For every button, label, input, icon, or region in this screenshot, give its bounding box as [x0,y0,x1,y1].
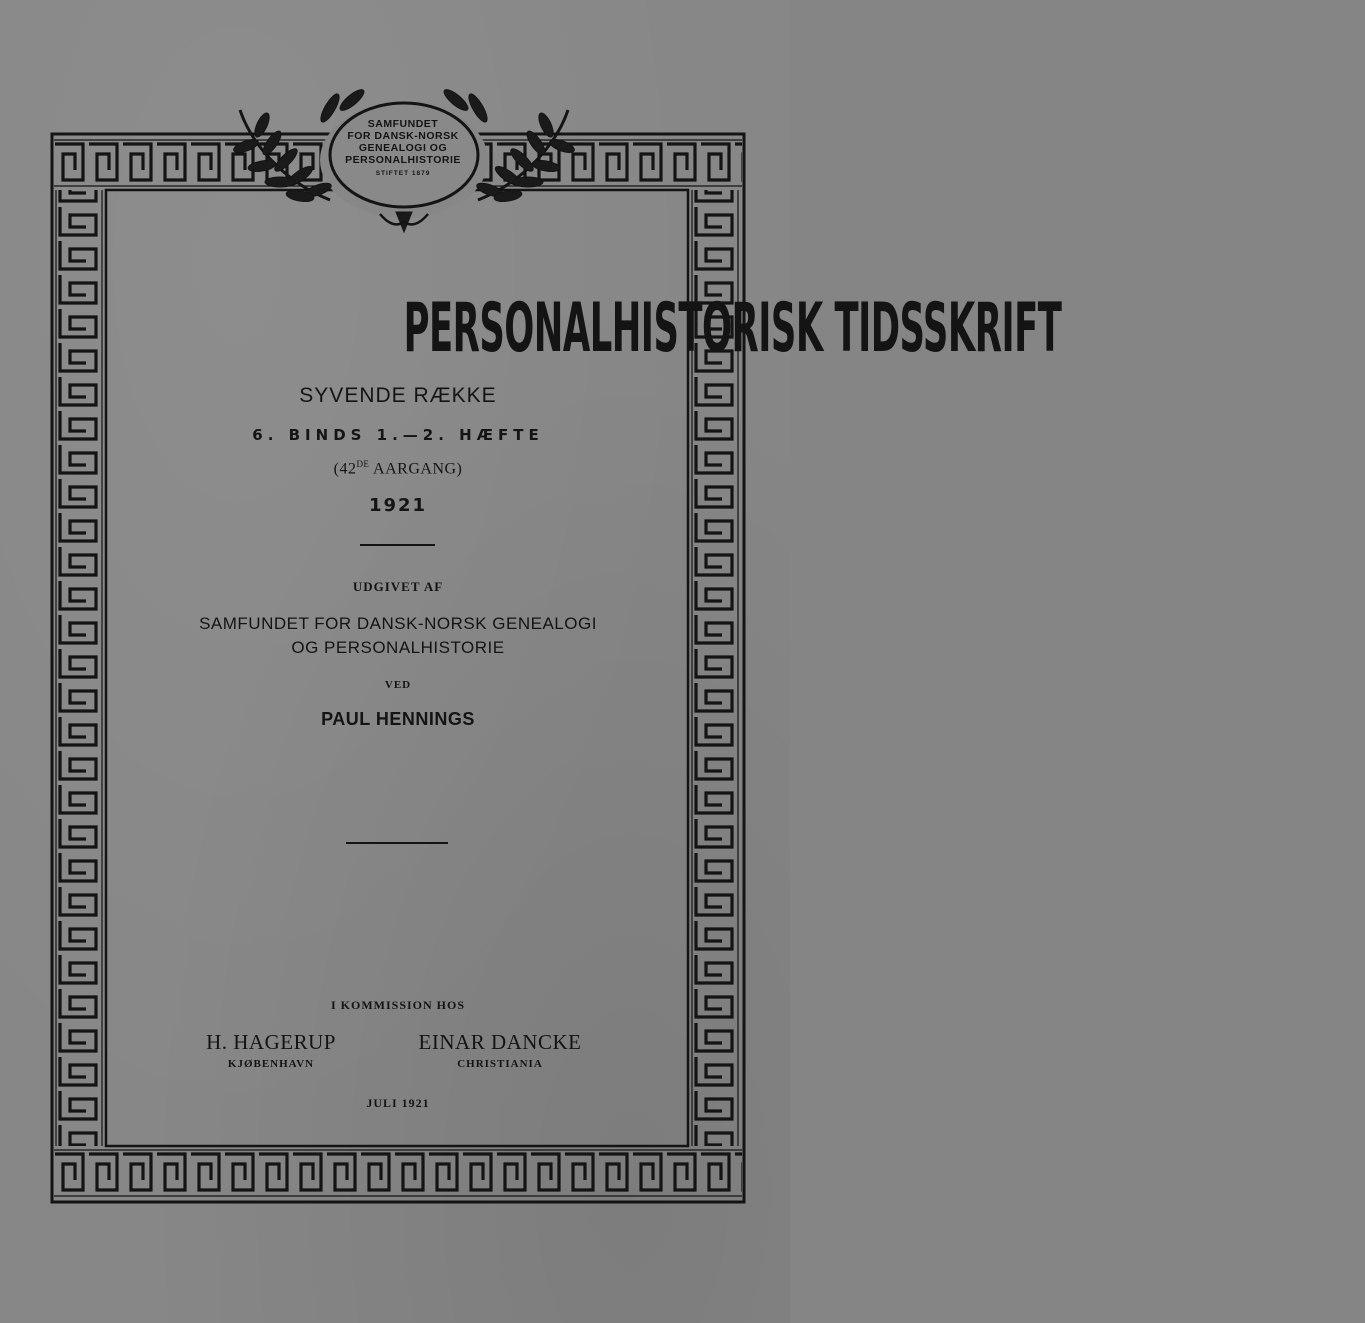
volume-issue: 6. BINDS 1.—2. HÆFTE [252,426,544,444]
aargang-suffix: DE [356,459,370,469]
seal-line-2: FOR DANSK-NORSK [347,130,459,142]
publisher-city: KJØBENHAVN [227,1058,315,1070]
seal-line-4: PERSONALHISTORIE [345,154,461,166]
publication-date: JULI 1921 [366,1096,430,1110]
seal-line-1: SAMFUNDET [367,118,439,130]
commission-label: I KOMMISSION HOS [330,998,466,1012]
publisher-name: EINAR DANCKE [418,1030,582,1054]
by-label: VED [384,679,412,691]
year: 1921 [368,495,428,516]
publisher-city: CHRISTIANIA [457,1058,543,1070]
editor-name: PAUL HENNINGS [321,709,475,729]
published-by: UDGIVET AF [352,579,444,594]
aargang-rest: AARGANG) [369,460,463,478]
journal-title [100,284,1062,374]
series: SYVENDE RÆKKE [299,384,497,407]
aargang [100,459,696,478]
aargang-number: (42 [333,460,357,478]
publisher-right [410,1030,590,1070]
journal-title-text: PERSONALHISTORISK TIDSSKRIFT [403,289,1062,368]
publisher-name: H. HAGERUP [206,1030,336,1054]
society-seal [330,102,476,208]
society-line-1: SAMFUNDET FOR DANSK-NORSK GENEALOGI [199,614,597,633]
seal-founded: STIFTET 1879 [375,170,431,177]
divider-rule-1 [360,544,435,546]
society-line-2: OG PERSONALHISTORIE [291,638,505,657]
divider-rule-2 [346,842,448,844]
publisher-left [186,1030,356,1070]
seal-line-3: GENEALOGI OG [358,142,448,154]
